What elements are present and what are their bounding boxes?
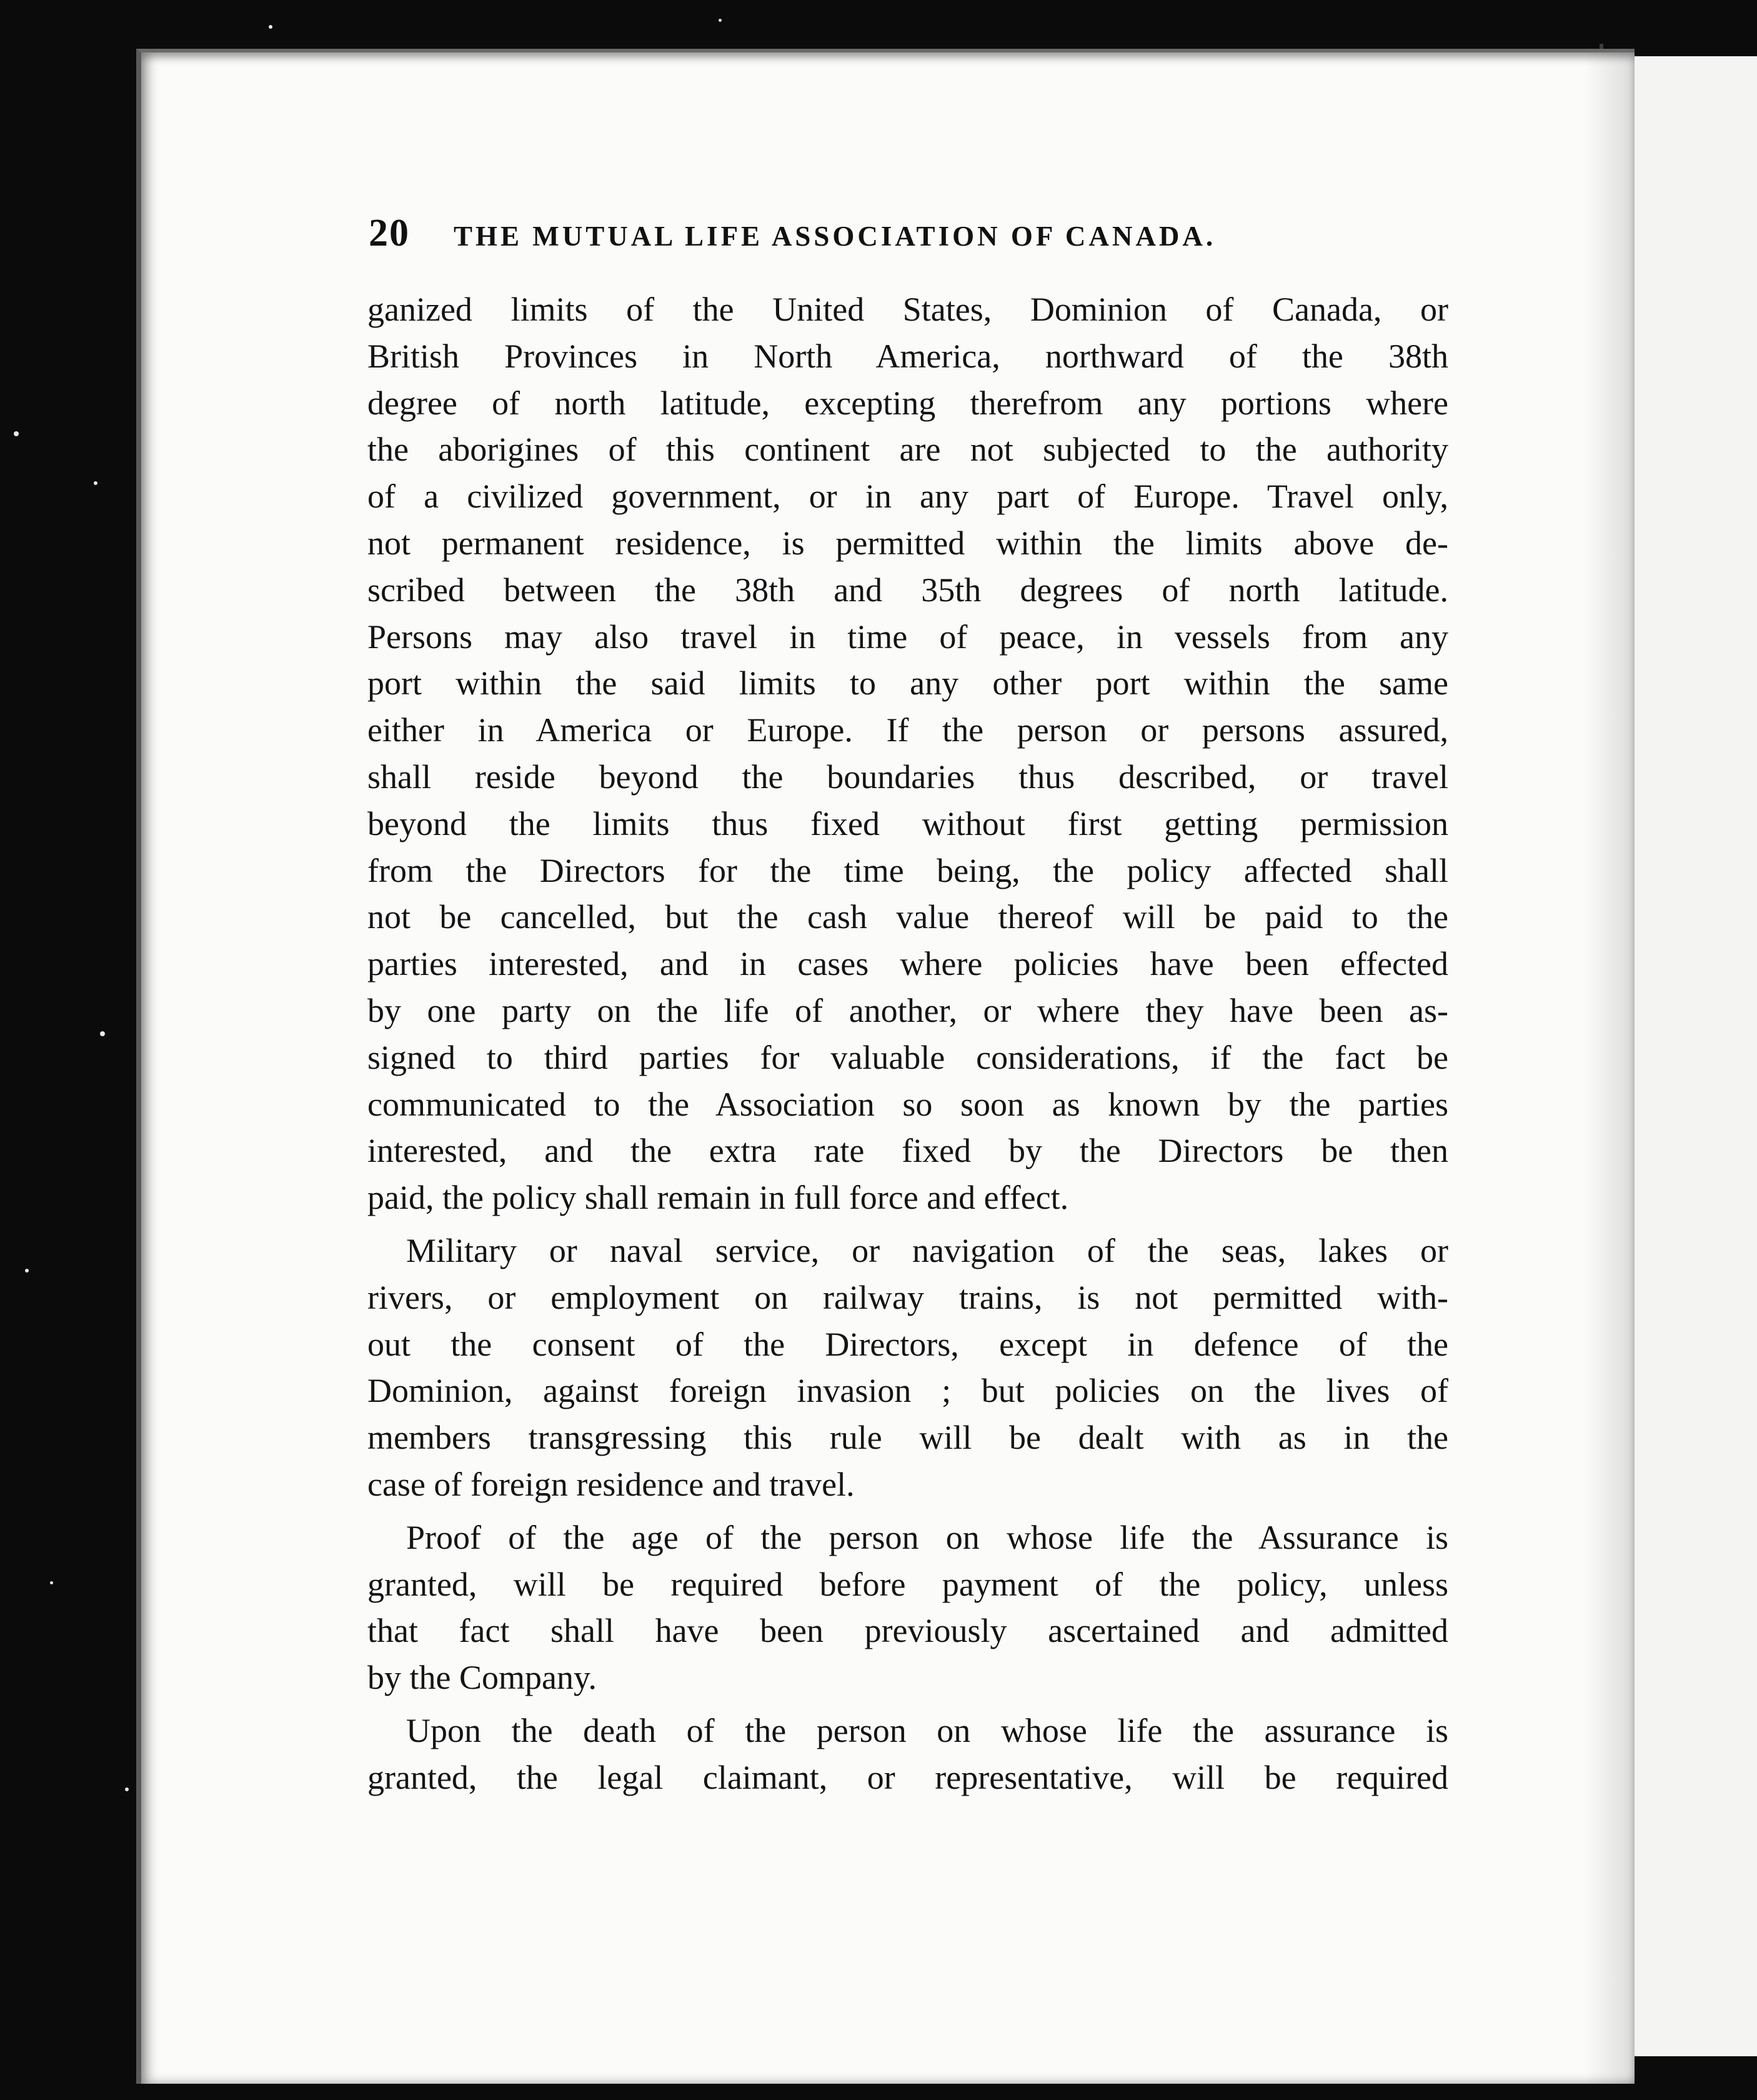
text-line: parties interested, and in cases where policies have been effected (367, 945, 1448, 983)
text-line: communicated to the Association so soon as known by the parties (367, 1085, 1448, 1123)
scan-speck (50, 1581, 53, 1584)
text-line: port within the said limits to any other port within the same (367, 664, 1448, 702)
paragraph-gap (367, 1701, 1448, 1708)
page-header (369, 211, 1543, 261)
paragraph (367, 286, 1448, 1221)
scan-speck (94, 481, 97, 485)
text-line: degree of north latitude, excepting therefrom any portions where (367, 384, 1448, 422)
text-line: not permanent residence, is permitted within the limits above de- (367, 524, 1448, 562)
text-line: rivers, or employment on railway trains, is not permitted with- (367, 1278, 1448, 1316)
paragraph-gap (367, 1508, 1448, 1514)
text-line: Upon the death of the person on whose life the assurance is (406, 1711, 1448, 1749)
text-line: granted, will be required before payment of the policy, unless (367, 1565, 1448, 1603)
text-line: Military or naval service, or navigation of the seas, lakes or (406, 1231, 1448, 1269)
text-line: that fact shall have been previously ascertained and admitted (367, 1612, 1448, 1650)
text-line: not be cancelled, but the cash value thereof will be paid to the (367, 898, 1448, 936)
text-line: signed to third parties for valuable considerations, if the fact be (367, 1038, 1448, 1076)
scan-speck (100, 1031, 105, 1036)
text-line: Proof of the age of the person on whose life the Assurance is (406, 1518, 1448, 1556)
text-line: paid, the policy shall remain in full force and effect. (367, 1179, 1069, 1217)
text-line: granted, the legal claimant, or representative, will be required (367, 1758, 1448, 1796)
scan-speck (269, 25, 272, 29)
text-line: the aborigines of this continent are not subjected to the authority (367, 431, 1448, 469)
text-line: ganized limits of the United States, Dominion of Canada, or (367, 291, 1448, 328)
scan-speck (125, 1788, 129, 1791)
text-line: shall reside beyond the boundaries thus described, or travel (367, 758, 1448, 796)
scan-speck (719, 19, 722, 22)
text-line: Persons may also travel in time of peace, in vessels from any (367, 618, 1448, 656)
text-line: Dominion, against foreign invasion ; but policies on the lives of (367, 1372, 1448, 1410)
scan-speck (25, 1269, 29, 1272)
text-line: out the consent of the Directors, except in defence of the (367, 1325, 1448, 1363)
text-line: from the Directors for the time being, the policy affected shall (367, 851, 1448, 889)
text-line: by the Company. (367, 1659, 597, 1697)
paragraph (367, 1514, 1448, 1701)
text-line: interested, and the extra rate fixed by the Directors be then (367, 1132, 1448, 1170)
paragraph (367, 1708, 1448, 1801)
running-head: THE MUTUAL LIFE ASSOCIATION OF CANADA. (454, 221, 1217, 252)
text-line: either in America or Europe. If the person or persons assured, (367, 711, 1448, 749)
text-line: case of foreign residence and travel. (367, 1465, 855, 1503)
body-text (367, 286, 1448, 1801)
text-line: British Provinces in North America, northward of the 38th (367, 337, 1448, 375)
paragraph (367, 1228, 1448, 1508)
text-line: beyond the limits thus fixed without first getting permission (367, 804, 1448, 842)
text-line: members transgressing this rule will be dealt with as in the (367, 1419, 1448, 1457)
text-line: scribed between the 38th and 35th degrees of north latitude. (367, 571, 1448, 609)
scan-speck (14, 431, 19, 436)
text-line: by one party on the life of another, or where they have been as- (367, 991, 1448, 1029)
text-line: of a civilized government, or in any part of Europe. Travel only, (367, 478, 1448, 516)
page-number: 20 (369, 212, 410, 254)
paragraph-gap (367, 1221, 1448, 1228)
